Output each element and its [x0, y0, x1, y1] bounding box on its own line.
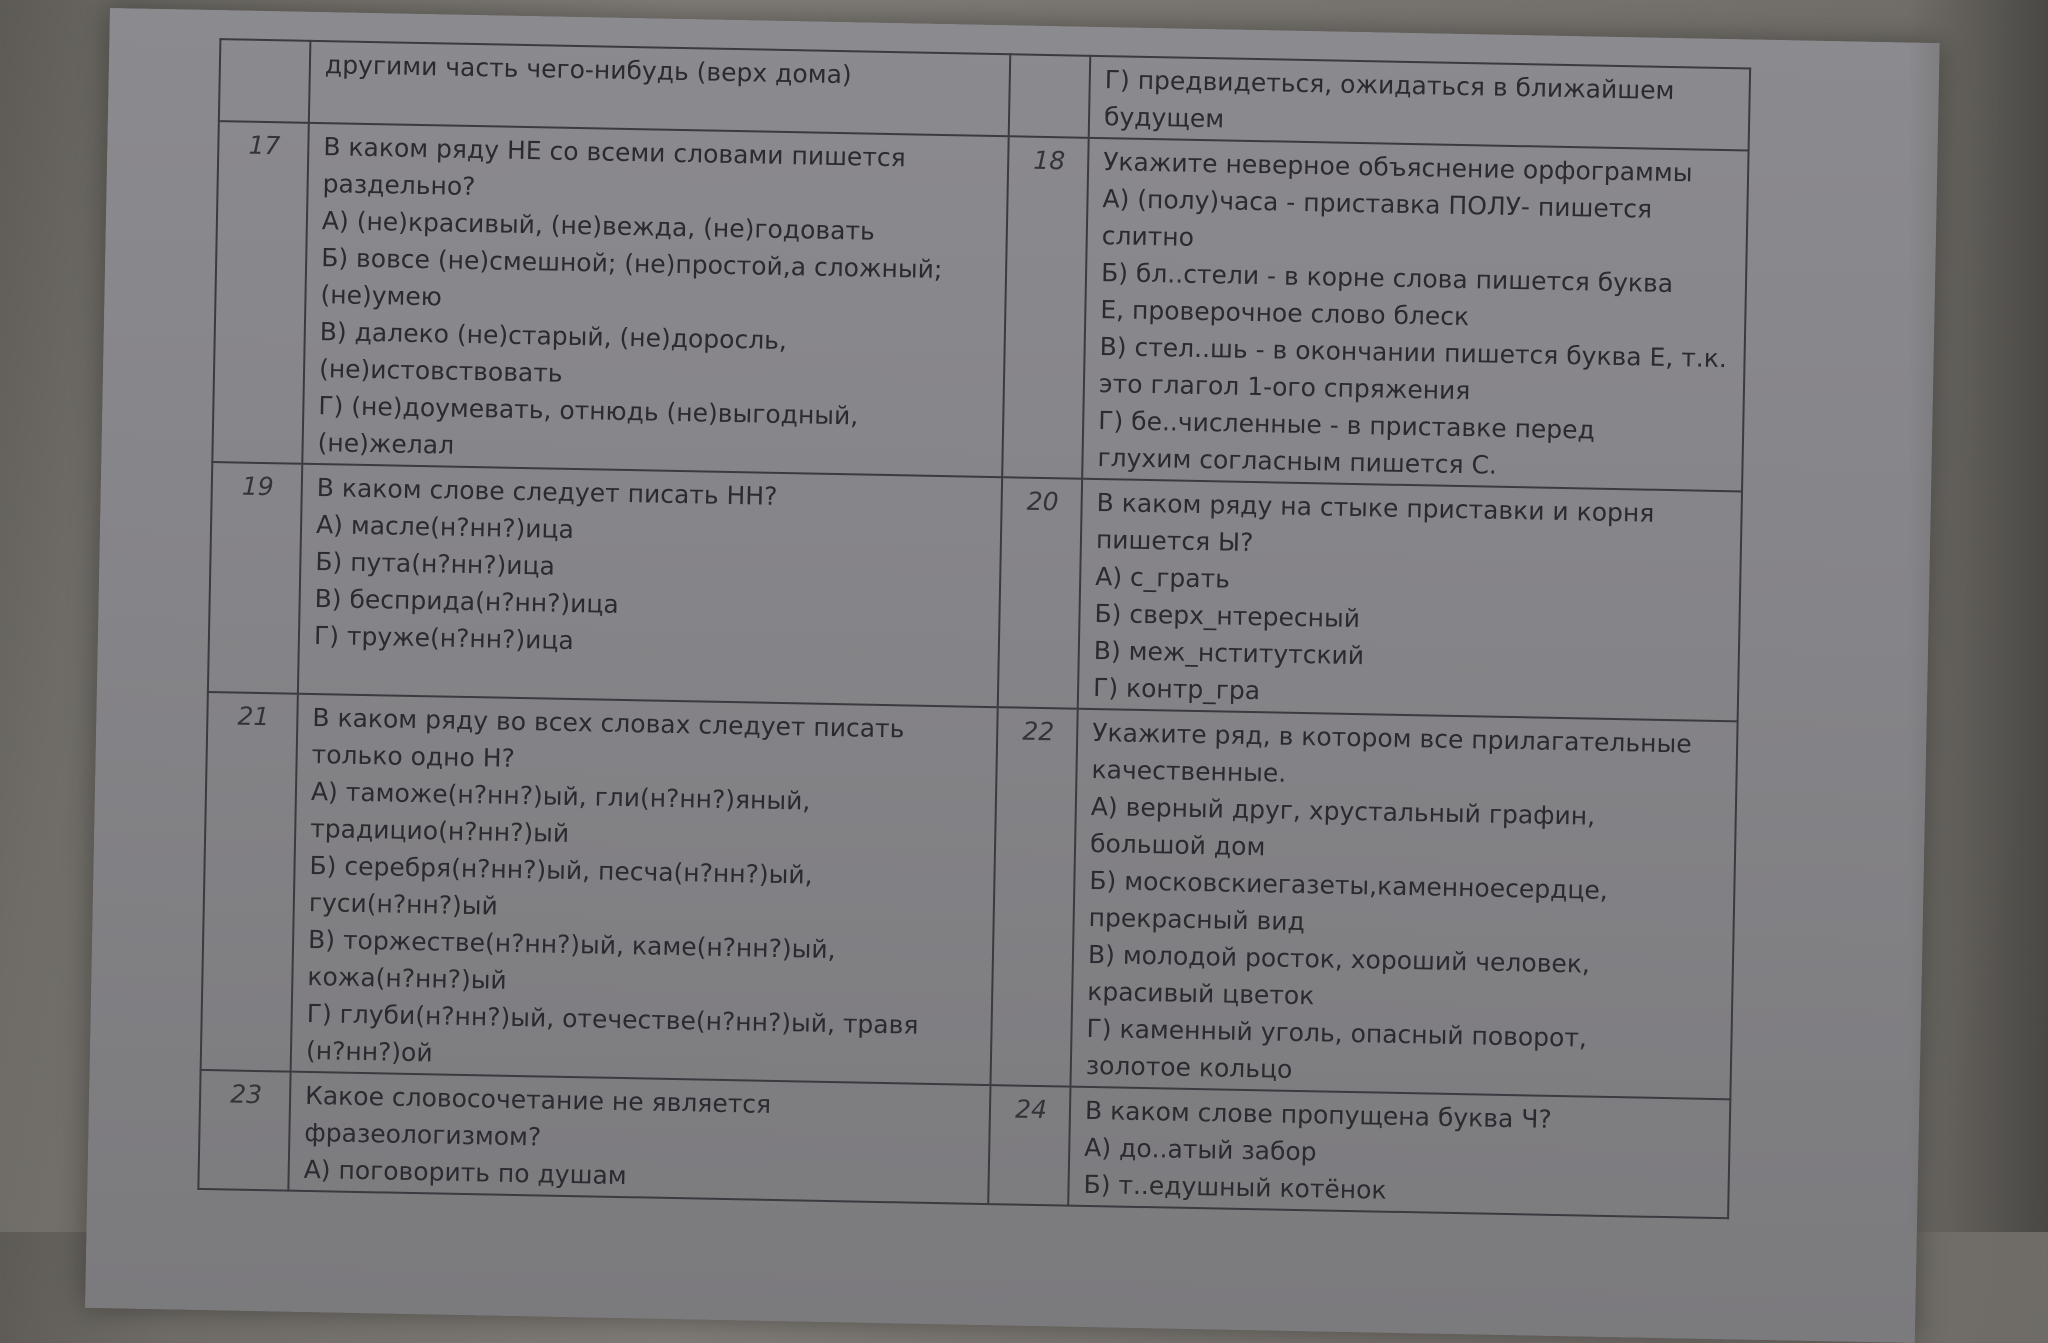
question-line: Б) вовсе (не)смешной; (не)простой,а сложный; — [320, 243, 943, 285]
question-number: 23 — [198, 1070, 290, 1191]
question-line: В) молодой росток, хороший человек, — [1087, 939, 1591, 979]
question-line: А) таможе(н?нн?)ый, гли(н?нн?)яный, — [310, 777, 811, 816]
question-line: пишется Ы? — [1095, 525, 1254, 558]
question-number: 21 — [201, 692, 298, 1072]
question-line: глухим согласным пишется С. — [1097, 443, 1498, 480]
question-text — [298, 464, 1002, 707]
paper-sheet — [85, 8, 1940, 1343]
question-line: В) стел..шь - в окончании пишется буква Е, т.к. — [1099, 332, 1728, 374]
question-line: Какое словосочетание не является — [304, 1080, 772, 1119]
question-line: Б) бл..стели - в корне слова пишется буква — [1100, 258, 1674, 299]
question-line: только одно Н? — [311, 740, 516, 773]
question-line: Укажите неверное объяснение орфограммы — [1102, 147, 1693, 188]
question-line: А) верный друг, хрустальный графин, — [1090, 791, 1596, 831]
question-number: 20 — [998, 477, 1082, 708]
question-line: Г) (не)доумевать, отнюдь (не)выгодный, — [318, 391, 859, 431]
question-line: традицио(н?нн?)ый — [310, 813, 570, 848]
question-line: В) меж_нститутский — [1093, 636, 1365, 671]
question-line: Г) предвидеться, ожидаться в ближайшем — [1104, 65, 1675, 106]
question-line: Е, проверочное слово блеск — [1100, 295, 1470, 332]
question-line: В каком ряду во всех словах следует писать — [312, 703, 905, 744]
question-line: прекрасный вид — [1088, 902, 1306, 937]
question-number: 22 — [990, 707, 1077, 1086]
question-text — [1078, 479, 1742, 722]
question-line: А) масле(н?нн?)ица — [315, 510, 575, 544]
question-line: В каком слове пропущена буква Ч? — [1084, 1095, 1552, 1134]
question-text — [1082, 138, 1748, 492]
question-line: раздельно? — [322, 169, 476, 202]
question-row — [212, 121, 1748, 491]
question-line: Б) серебря(н?нн?)ый, песча(н?нн?)ый, — [309, 850, 813, 890]
question-text — [302, 123, 1008, 477]
question-line: Укажите ряд, в котором все прилагательные — [1091, 717, 1692, 759]
question-line: Б) сверх_нтересный — [1094, 599, 1361, 634]
worksheet-table — [197, 38, 1751, 1219]
question-number: 18 — [1002, 136, 1089, 478]
question-line: это глагол 1-ого спряжения — [1098, 369, 1471, 406]
question-number: 24 — [988, 1085, 1070, 1206]
question-line: золотое кольцо — [1085, 1050, 1293, 1084]
question-line: другими часть чего-нибудь (верх дома) — [324, 50, 852, 90]
question-line: А) поговорить по душам — [303, 1154, 627, 1191]
question-line: Б) т..едушный котёнок — [1083, 1169, 1387, 1205]
question-line: Г) контр_гра — [1092, 673, 1261, 706]
question-line: А) (полу)часа - приставка ПОЛУ- пишется — [1102, 184, 1653, 224]
question-line: Г) глуби(н?нн?)ый, отечестве(н?нн?)ый, травя — [306, 998, 919, 1040]
question-row — [201, 692, 1738, 1099]
question-line: (не)истовствовать — [318, 354, 563, 388]
question-line: будущем — [1103, 102, 1225, 134]
question-text — [309, 41, 1010, 136]
question-line: А) (не)красивый, (не)вежда, (не)годовать — [321, 206, 876, 246]
question-number — [219, 39, 311, 123]
question-text — [288, 1072, 990, 1204]
question-line: (не)умею — [320, 280, 443, 312]
question-text — [1089, 56, 1750, 151]
question-line: В) торжестве(н?нн?)ый, каме(н?нн?)ый, — [307, 924, 836, 965]
question-line: Г) каменный уголь, опасный поворот, — [1086, 1013, 1588, 1053]
question-number: 17 — [212, 121, 309, 464]
question-line: А) до..атый забор — [1084, 1132, 1317, 1167]
question-line: (не)желал — [317, 428, 455, 460]
question-line: слитно — [1101, 221, 1195, 252]
question-line: (н?нн?)ой — [305, 1035, 433, 1068]
question-text — [1070, 709, 1737, 1100]
question-text — [291, 694, 998, 1085]
background-shadow — [1908, 0, 2048, 1232]
question-number — [1009, 54, 1091, 138]
question-line: качественные. — [1091, 754, 1287, 788]
question-line: Г) бе..численные - в приставке перед — [1097, 406, 1596, 445]
question-row — [208, 462, 1742, 721]
question-line: В) бесприда(н?нн?)ица — [314, 584, 620, 619]
question-line: красивый цветок — [1087, 976, 1315, 1011]
question-line: Г) труже(н?нн?)ица — [313, 621, 574, 656]
question-number: 19 — [208, 462, 302, 694]
question-line: В каком ряду НЕ со всеми словами пишется — [323, 132, 906, 173]
question-line: В) далеко (не)старый, (не)доросль, — [319, 317, 788, 356]
question-line: Б) пута(н?нн?)ица — [315, 547, 556, 581]
question-line: А) с_грать — [1094, 562, 1231, 594]
question-line: гуси(н?нн?)ый — [308, 887, 499, 921]
question-line: В каком слове следует писать НН? — [316, 473, 778, 511]
question-line: фразеологизмом? — [304, 1117, 542, 1152]
question-line: кожа(н?нн?)ый — [307, 961, 507, 995]
question-line: большой дом — [1089, 828, 1266, 862]
question-line: В каком ряду на стыке приставки и корня — [1096, 488, 1655, 528]
question-line: Б) московскиегазеты,каменноесердце, — [1089, 865, 1609, 905]
question-text — [1068, 1087, 1730, 1219]
